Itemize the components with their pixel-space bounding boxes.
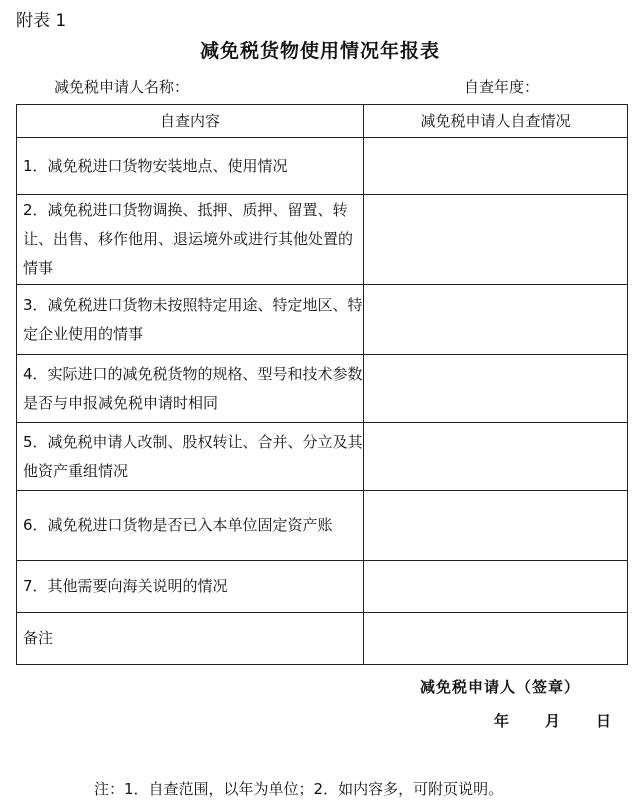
table-row (17, 138, 628, 195)
table-row (17, 561, 628, 613)
date-month: 月 (545, 712, 561, 730)
row-result-cell[interactable] (364, 285, 628, 355)
row-result-cell[interactable] (364, 355, 628, 423)
attachment-label: 附表 1 (16, 11, 67, 31)
footnote: 注：1．自查范围，以年为单位；2．如内容多，可附页说明。 (94, 780, 504, 798)
column-header-content: 自查内容 (17, 105, 364, 138)
table-row (17, 355, 628, 423)
table-row (17, 491, 628, 561)
table-row (17, 423, 628, 491)
row-content: 1．减免税进口货物安装地点、使用情况 (17, 138, 364, 195)
row-content: 4．实际进口的减免税货物的规格、型号和技术参数是否与申报减免税申请时相同 (17, 355, 364, 423)
row-content: 2．减免税进口货物调换、抵押、质押、留置、转让、出售、移作他用、退运境外或进行其他处置的情事 (17, 195, 364, 285)
applicant-name-label: 减免税申请人名称： (54, 78, 190, 96)
self-check-table (16, 104, 628, 665)
table-row (17, 195, 628, 285)
check-year-label: 自查年度： (464, 78, 540, 96)
row-content: 7．其他需要向海关说明的情况 (17, 561, 364, 613)
date-year: 年 (494, 712, 510, 730)
page-title: 减免税货物使用情况年报表 (199, 40, 440, 62)
table-row (17, 285, 628, 355)
row-result-cell[interactable] (364, 423, 628, 491)
column-header-result: 减免税申请人自查情况 (364, 105, 628, 138)
row-content: 备注 (17, 613, 364, 665)
row-result-cell[interactable] (364, 491, 628, 561)
row-result-cell[interactable] (364, 195, 628, 285)
table-row (17, 613, 628, 665)
row-result-cell[interactable] (364, 613, 628, 665)
row-content: 3．减免税进口货物未按照特定用途、特定地区、特定企业使用的情事 (17, 285, 364, 355)
row-content: 6．减免税进口货物是否已入本单位固定资产账 (17, 491, 364, 561)
row-result-cell[interactable] (364, 561, 628, 613)
signature-label: 减免税申请人（签章） (420, 678, 581, 696)
table-header-row (17, 105, 628, 138)
row-content: 5．减免税申请人改制、股权转让、合并、分立及其他资产重组情况 (17, 423, 364, 491)
date-line (494, 710, 611, 731)
date-day: 日 (596, 712, 612, 730)
row-result-cell[interactable] (364, 138, 628, 195)
